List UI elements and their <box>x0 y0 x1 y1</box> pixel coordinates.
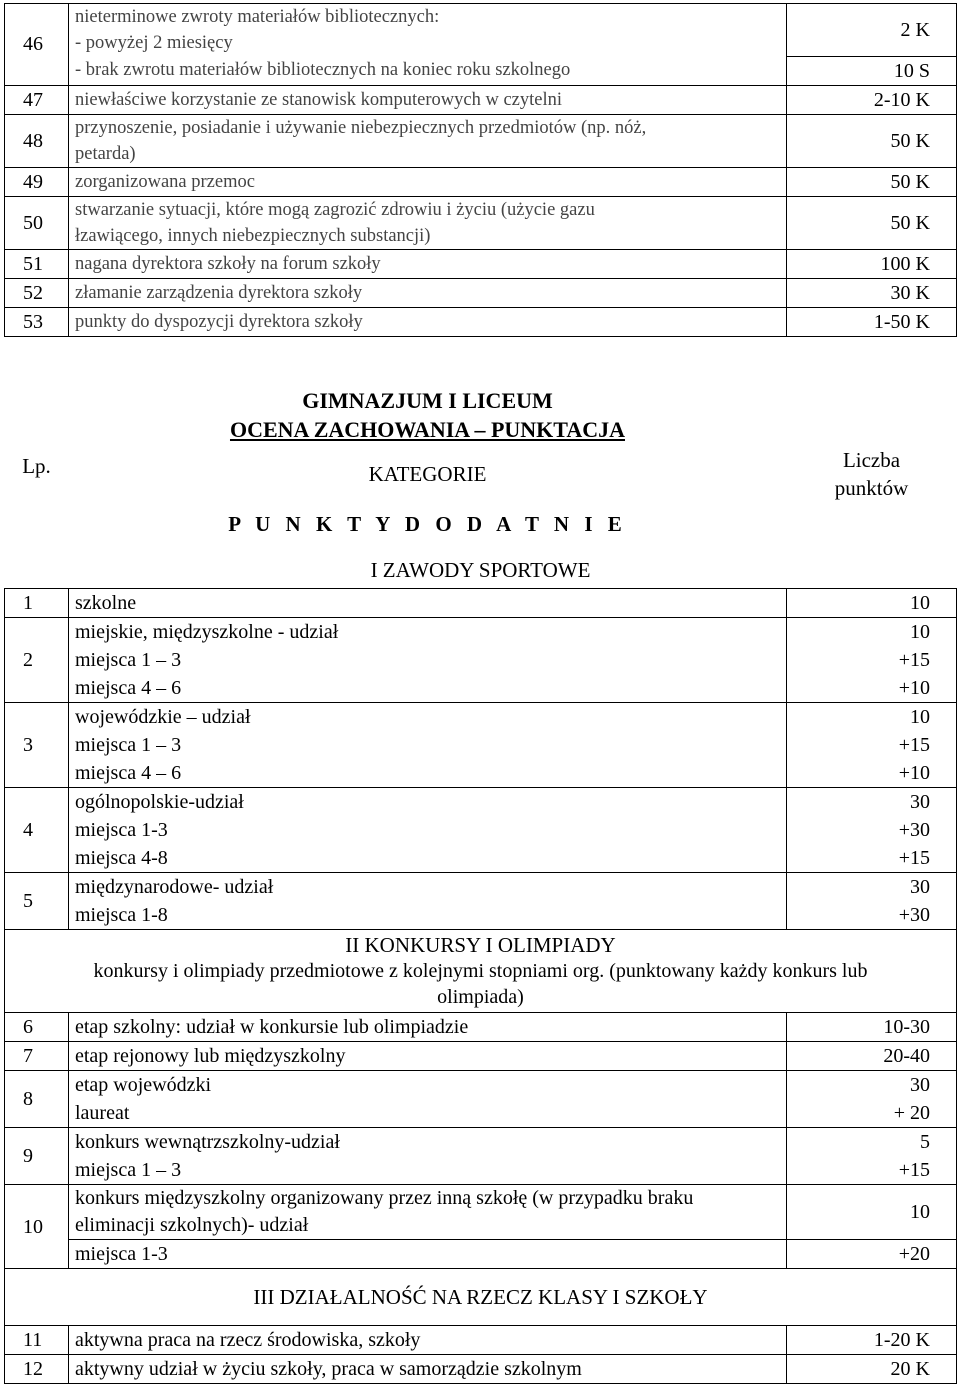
row-points: 50 K <box>787 196 957 249</box>
points-line: + 20 <box>893 1102 930 1124</box>
row-points: 100 K <box>787 249 957 278</box>
section-title-sports: I ZAWODY SPORTOWE <box>5 544 957 589</box>
row-description: złamanie zarządzenia dyrektora szkoły <box>69 278 787 307</box>
desc-line: - powyżej 2 miesięcy <box>75 33 233 53</box>
row-number: 10 <box>5 1185 69 1269</box>
row-number: 7 <box>5 1042 69 1071</box>
desc-line: konkurs międzyszkolny organizowany przez inną szkołę (w przypadku braku <box>75 1187 694 1209</box>
row-number: 48 <box>5 114 69 167</box>
header-row <box>5 386 957 444</box>
row-number: 8 <box>5 1071 69 1128</box>
section-note-line: olimpiada) <box>437 986 524 1008</box>
row-number: 4 <box>5 788 69 873</box>
desc-line: miejsca 4 – 6 <box>75 762 182 784</box>
row-number: 51 <box>5 249 69 278</box>
row-description <box>69 1071 787 1128</box>
row-number: 47 <box>5 85 69 114</box>
row-points: 20-40 <box>787 1042 957 1071</box>
section-title: II KONKURSY I OLIMPIADY <box>345 933 616 957</box>
section-title-class-activity: III DZIAŁALNOŚĆ NA RZECZ KLASY I SZKOŁY <box>5 1269 957 1326</box>
row-number: 3 <box>5 703 69 788</box>
row-points: 1-50 K <box>787 307 957 336</box>
section-row <box>5 544 957 589</box>
table-row <box>5 788 957 873</box>
row-points <box>787 1071 957 1128</box>
row-description <box>69 788 787 873</box>
desc-line: miejsca 1-8 <box>75 904 168 926</box>
positive-points-table <box>4 386 957 1384</box>
desc-line: laureat <box>75 1102 130 1124</box>
row-points: 30 K <box>787 278 957 307</box>
section-title-contests <box>5 930 957 1013</box>
points-line: +10 <box>898 762 930 784</box>
header-row <box>5 504 957 544</box>
row-points <box>787 873 957 930</box>
points-line: 30 <box>910 876 930 898</box>
table-row <box>5 1128 957 1185</box>
desc-line: etap wojewódzki <box>75 1074 212 1096</box>
row-number: 52 <box>5 278 69 307</box>
desc-line: miejsca 4 – 6 <box>75 677 182 699</box>
table-row <box>5 278 957 307</box>
title-line-2: OCENA ZACHOWANIA – PUNKTACJA <box>229 417 625 442</box>
row-description <box>69 618 787 703</box>
row-description: zorganizowana przemoc <box>69 167 787 196</box>
table-row <box>5 1042 957 1071</box>
desc-line: eliminacji szkolnych)- udział <box>75 1214 309 1236</box>
row-points: 10 <box>787 589 957 618</box>
desc-line: międzynarodowe- udział <box>75 876 274 898</box>
row-number: 46 <box>5 4 69 86</box>
table-row <box>5 1071 957 1128</box>
points-line: +15 <box>898 1159 930 1181</box>
row-number: 53 <box>5 307 69 336</box>
lp-header <box>5 386 69 504</box>
row-description: aktywny udział w życiu szkoły, praca w samorządzie szkolnym <box>69 1355 787 1384</box>
section-row <box>5 1269 957 1326</box>
kategorie-header: KATEGORIE <box>368 462 487 486</box>
row-points <box>787 1128 957 1185</box>
row-description: szkolne <box>69 589 787 618</box>
points-header <box>787 386 957 504</box>
row-points: 10-30 <box>787 1013 957 1042</box>
desc-line: miejsca 1 – 3 <box>75 1159 182 1181</box>
points-line: +15 <box>898 649 930 671</box>
row-number: 9 <box>5 1128 69 1185</box>
row-points: 2-10 K <box>787 85 957 114</box>
points-line: 5 <box>920 1131 930 1153</box>
points-line: +30 <box>898 819 930 841</box>
row-number: 49 <box>5 167 69 196</box>
desc-line: łzawiącego, innych niebezpiecznych substancji) <box>75 225 431 246</box>
table-row <box>5 56 957 85</box>
desc-line: miejsca 4-8 <box>75 847 168 869</box>
row-description: aktywna praca na rzecz środowiska, szkoły <box>69 1326 787 1355</box>
lp-label: Lp. <box>22 454 51 478</box>
row-number: 50 <box>5 196 69 249</box>
row-number: 5 <box>5 873 69 930</box>
row-number: 1 <box>5 589 69 618</box>
points-header-line-2: punktów <box>834 476 909 500</box>
table-row <box>5 589 957 618</box>
positive-points-label: P U N K T Y D O D A T N I E <box>228 511 627 536</box>
row-points <box>787 788 957 873</box>
desc-line: stwarzanie sytuacji, które mogą zagrozić zdrowiu i życiu (użycie gazu <box>75 199 595 220</box>
row-description <box>69 196 787 249</box>
row-description: etap szkolny: udział w konkursie lub olimpiadzie <box>69 1013 787 1042</box>
table-row <box>5 4 957 57</box>
row-points: 20 K <box>787 1355 957 1384</box>
row-description: punkty do dyspozycji dyrektora szkoły <box>69 307 787 336</box>
points-line: +15 <box>898 734 930 756</box>
points-header-line-1: Liczba <box>842 448 901 472</box>
row-number: 2 <box>5 618 69 703</box>
page-title <box>69 386 787 444</box>
points-line: +10 <box>898 677 930 699</box>
desc-line: przynoszenie, posiadanie i używanie niebezpiecznych przedmiotów (np. nóż, <box>75 117 647 138</box>
row-description: etap rejonowy lub międzyszkolny <box>69 1042 787 1071</box>
row-description <box>69 873 787 930</box>
row-description: miejsca 1-3 <box>69 1240 787 1269</box>
row-points: +20 <box>787 1240 957 1269</box>
row-points: 50 K <box>787 114 957 167</box>
points-line: 30 <box>910 791 930 813</box>
table-row <box>5 196 957 249</box>
title-line-1: GIMNAZJUM I LICEUM <box>302 388 553 413</box>
table-row <box>5 1355 957 1384</box>
row-points: 1-20 K <box>787 1326 957 1355</box>
table-row <box>5 249 957 278</box>
table-row <box>5 1326 957 1355</box>
row-number: 6 <box>5 1013 69 1042</box>
desc-line: miejsca 1 – 3 <box>75 649 182 671</box>
row-points: 10 <box>787 1185 957 1240</box>
points-line: 10 <box>910 621 930 643</box>
row-number: 11 <box>5 1326 69 1355</box>
desc-line: nieterminowe zwroty materiałów bibliotecznych: <box>75 7 440 27</box>
row-points <box>787 618 957 703</box>
row-description: niewłaściwe korzystanie ze stanowisk komputerowych w czytelni <box>69 85 787 114</box>
row-description <box>69 1128 787 1185</box>
row-description <box>69 114 787 167</box>
desc-line: konkurs wewnątrzszkolny-udział <box>75 1131 340 1153</box>
desc-line: ogólnopolskie-udział <box>75 791 244 813</box>
table-row <box>5 618 957 703</box>
table-row <box>5 873 957 930</box>
table-row <box>5 1185 957 1240</box>
desc-line: petarda) <box>75 143 136 164</box>
row-points: 10 S <box>787 56 957 85</box>
row-description <box>69 1185 787 1240</box>
table-row <box>5 1013 957 1042</box>
penalty-table <box>4 3 957 337</box>
row-points: 2 K <box>787 4 957 57</box>
row-description <box>69 703 787 788</box>
row-points <box>787 703 957 788</box>
row-description: nagana dyrektora szkoły na forum szkoły <box>69 249 787 278</box>
row-number: 12 <box>5 1355 69 1384</box>
points-line: 10 <box>910 706 930 728</box>
table-row <box>5 307 957 336</box>
row-description <box>69 4 787 57</box>
table-row <box>5 114 957 167</box>
positive-points-heading <box>69 504 787 544</box>
section-note-line: konkursy i olimpiady przedmiotowe z kolejnymi stopniami org. (punktowany każdy konkurs lub <box>93 960 868 982</box>
section-row <box>5 930 957 1013</box>
table-row <box>5 85 957 114</box>
row-description: - brak zwrotu materiałów bibliotecznych na koniec roku szkolnego <box>69 56 787 85</box>
table-row <box>5 1240 957 1269</box>
points-line: +15 <box>898 847 930 869</box>
row-points: 50 K <box>787 167 957 196</box>
desc-line: wojewódzkie – udział <box>75 706 251 728</box>
points-line: +30 <box>898 904 930 926</box>
table-row <box>5 167 957 196</box>
desc-line: miejskie, międzyszkolne - udział <box>75 621 339 643</box>
table-row <box>5 703 957 788</box>
desc-line: miejsca 1 – 3 <box>75 734 182 756</box>
desc-line: miejsca 1-3 <box>75 819 168 841</box>
points-line: 30 <box>910 1074 930 1096</box>
